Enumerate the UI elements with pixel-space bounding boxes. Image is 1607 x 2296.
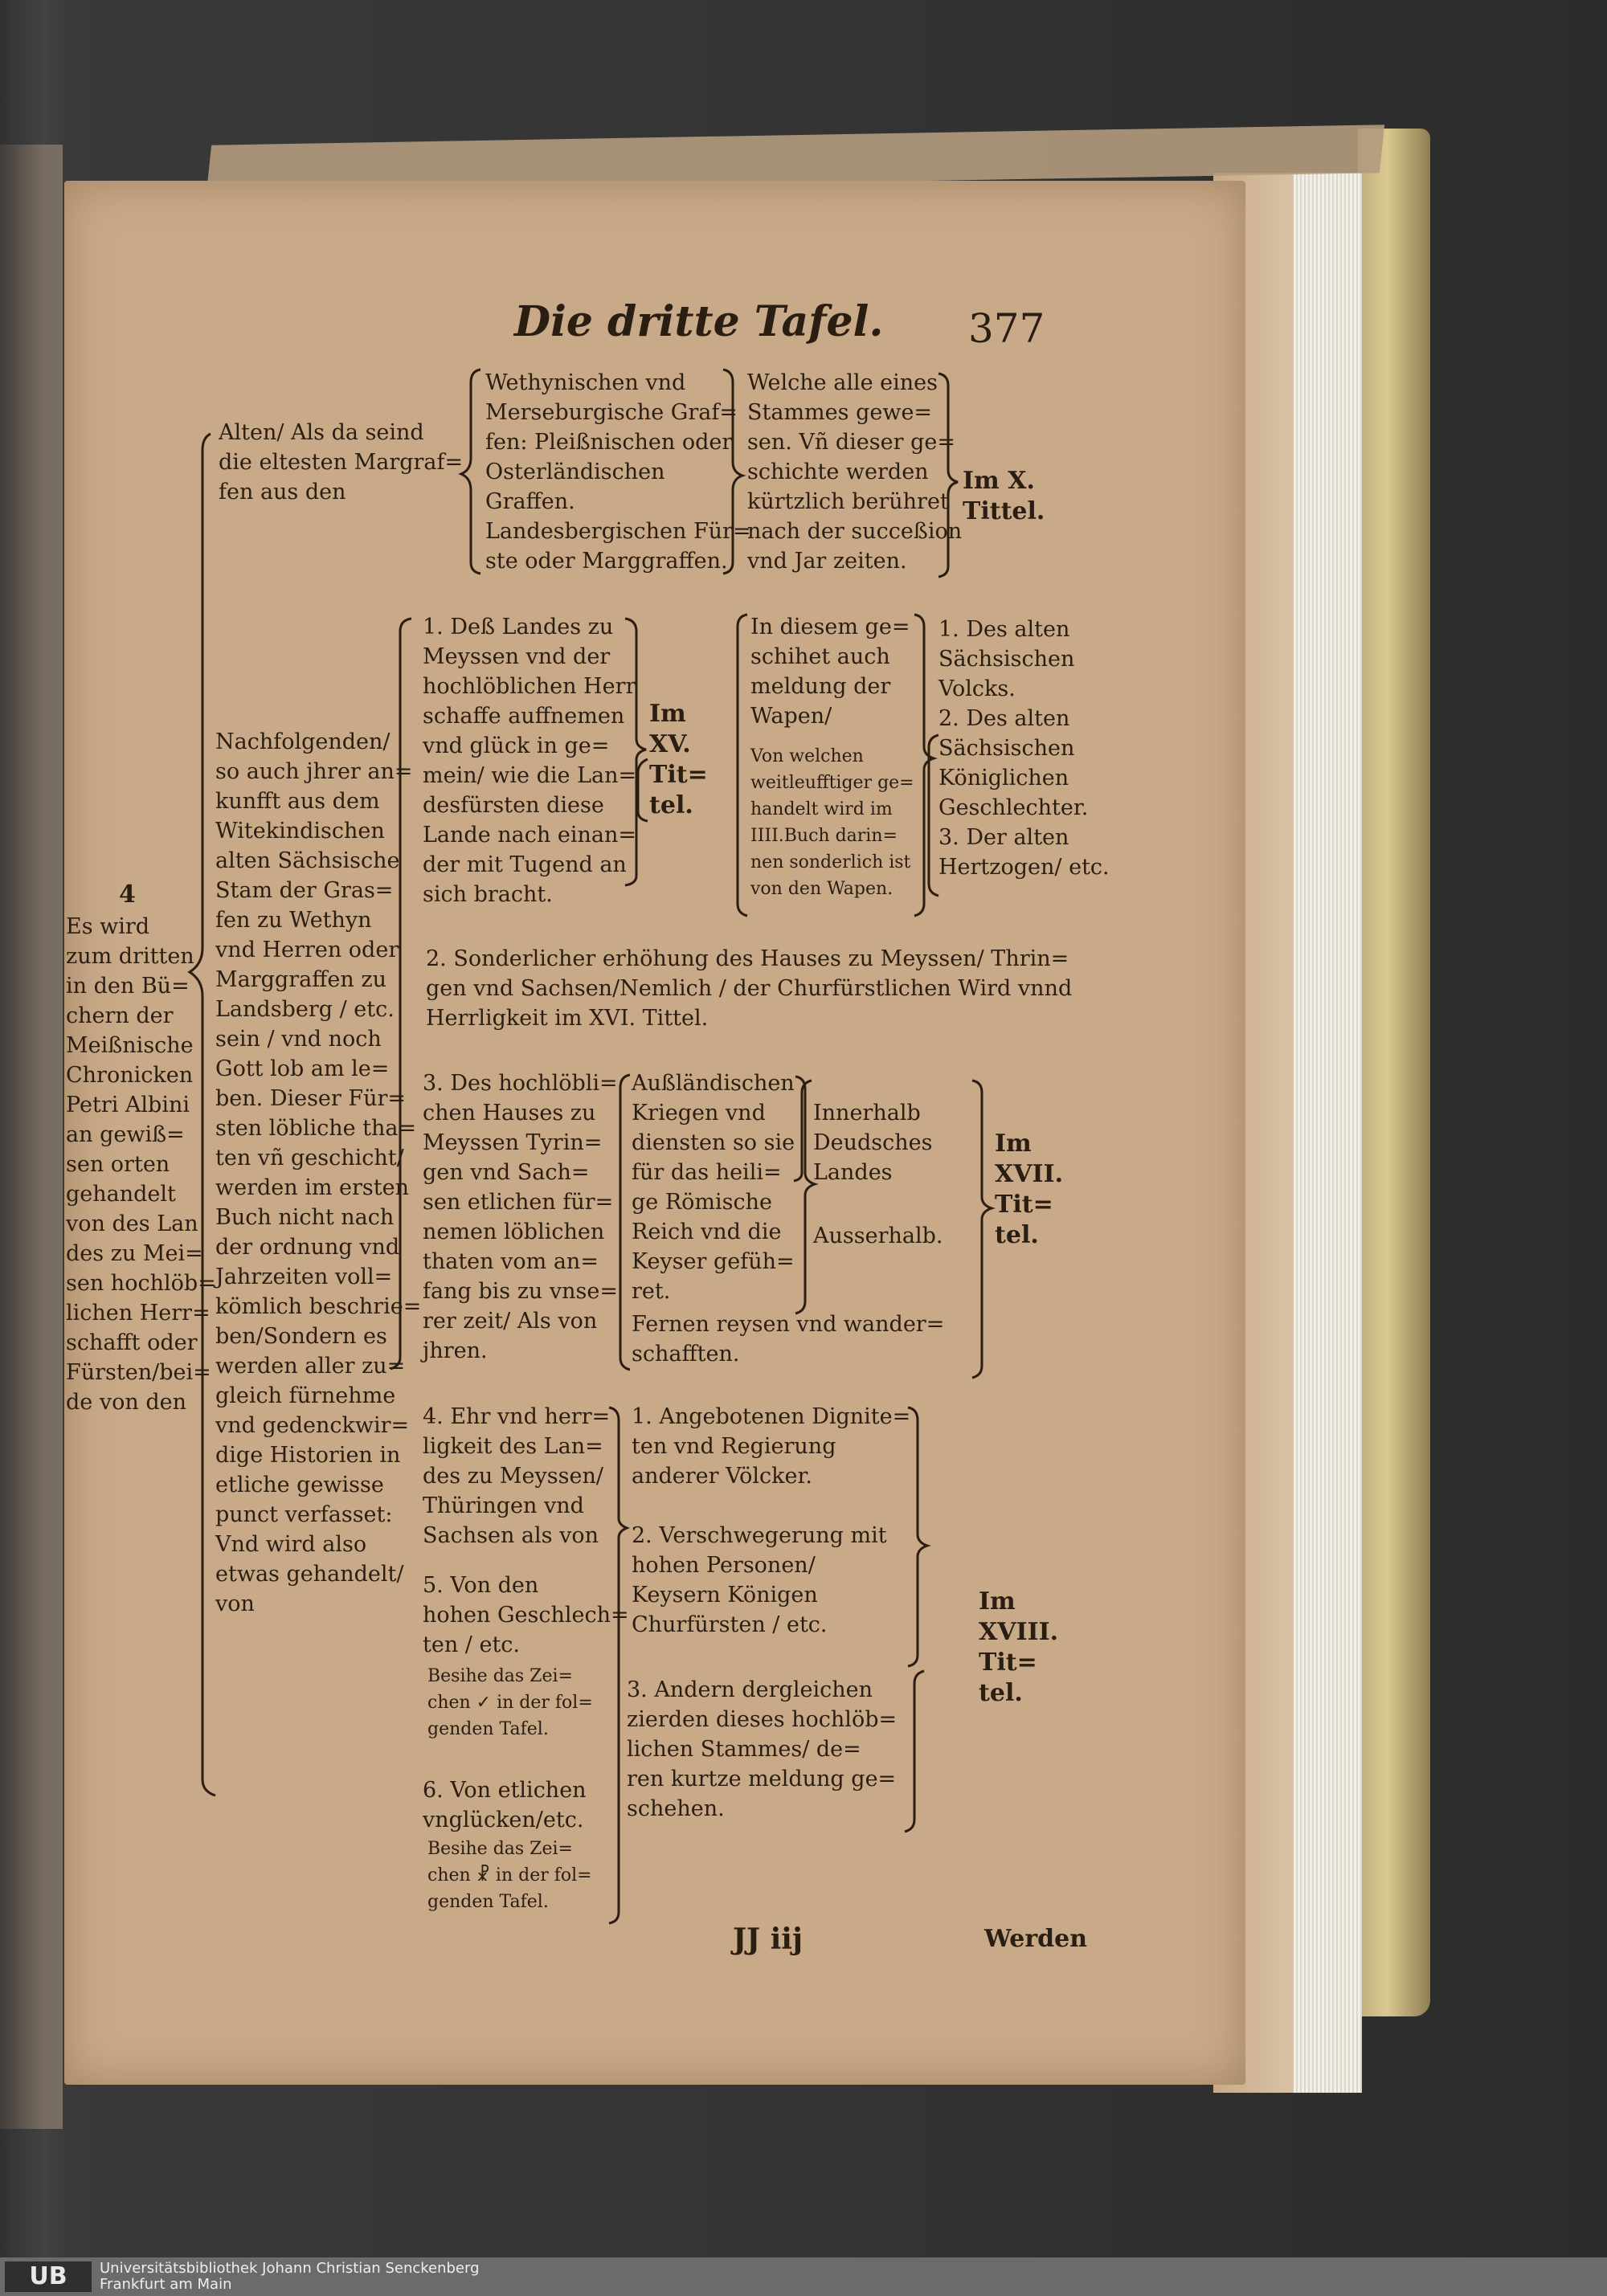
section-xviii-line: 6. Von etlichen [423,1778,587,1803]
section-xvii-line: nemen löblichen [423,1219,605,1244]
section-x-note-line: kürtzlich berühret [747,489,949,514]
section-xvii-line: Keyser gefüh= [632,1249,795,1274]
page-title: Die dritte Tafel. [514,297,884,346]
section-xvii-line: schafften. [632,1342,740,1367]
section-xvii-reference [995,1129,1063,1251]
column-b-line: ten vñ geschicht/ [215,1146,404,1170]
reference-line: Im [995,1130,1032,1158]
section-xv-list-line: Geschlechter. [938,795,1089,820]
section-xv-list-line: Volcks. [938,676,1016,701]
reference-line: Im [979,1587,1016,1616]
margin-line: in den Bü= [66,974,190,999]
margin-left-text [66,912,216,1417]
section-xvii-line: Kriegen vnd [632,1101,766,1126]
column-b-line: alten Sächsische [215,848,400,873]
section-xv-line: hochlöblichen Herr [423,674,636,699]
section-xv-note-line: weitleufftiger ge= [750,773,914,793]
section-xviii-sub-line: zierden dieses hochlöb= [627,1707,898,1732]
section-xvii-line: Innerhalb [813,1101,921,1126]
margin-line: Es wird [66,914,150,939]
column-b-line: Vnd wird also [215,1532,367,1557]
section-xvii-wars [632,1068,795,1306]
margin-line: sen hochlöb= [66,1271,216,1296]
section-xviii-item-6 [423,1775,587,1835]
section-xviii-sub-line: 1. Angebotenen Dignite= [632,1404,911,1429]
column-b-line: vnd Herren oder [215,938,399,962]
column-b-line: Buch nicht nach [215,1205,395,1230]
section-xv-note-b [750,743,914,902]
column-b-line: kömlich beschrie= [215,1294,422,1319]
column-b-line: der ordnung vnd [215,1235,400,1260]
page-number: 377 [968,305,1045,352]
section-xvii-line: Außländischen [632,1071,795,1096]
library-name: Universitätsbibliothek Johann Christian Senckenberg [100,2260,480,2277]
section-xvii-line: Deudsches [813,1130,933,1155]
column-b-line: punct verfasset: [215,1502,393,1527]
section-x-line: ste oder Marggraffen. [485,549,728,574]
reference-line: Tit= [979,1648,1037,1677]
section-xv-list-line: Sächsischen [938,647,1075,672]
section-xvii-within [813,1098,933,1187]
section-xviii-sub-line: lichen Stammes/ de= [627,1737,861,1762]
brace-xv-notes-right [914,615,934,916]
section-xv-line: vnd glück in ge= [423,733,610,758]
section-xvii-line: Landes [813,1160,893,1185]
section-xviii-item-5 [423,1571,629,1660]
section-xviii-item-4 [423,1402,610,1550]
column-b-line: ben/Sondern es [215,1324,387,1349]
column-b-line: werden aller zu= [215,1354,406,1379]
item-2-line: gen vnd Sachsen/Nemlich / der Churfürstlichen Wird vnnd [426,976,1073,1001]
section-xviii-sub-3 [627,1675,897,1824]
section-xviii-line: 4. Ehr vnd herr= [423,1404,611,1429]
section-x-note-line: vnd Jar zeiten. [747,549,907,574]
section-xvii-line: jhren. [423,1338,488,1363]
section-x-note-line: nach der succeßion [747,519,963,544]
section-xv-line: 1. Deß Landes zu [423,615,614,639]
section-xviii-sub-2 [632,1521,887,1640]
section-xv-item-1 [423,612,636,909]
section-x-line: Osterländischen [485,460,665,484]
section-xvii-line: rer zeit/ Als von [423,1309,598,1334]
brace-xv-notes [738,615,747,916]
margin-line: sen orten [66,1152,170,1177]
section-xvii-line: gen vnd Sach= [423,1160,590,1185]
reference-line: XVIII. [979,1618,1059,1646]
section-xvii-travels [632,1309,944,1369]
column-b-line: sein / vnd noch [215,1027,382,1052]
section-xviii-line: ligkeit des Lan= [423,1434,603,1459]
section-xviii-sub-line: 3. Andern dergleichen [627,1677,873,1702]
brace-xvii-wars [795,1077,815,1313]
brace-xviii-sub3 [905,1671,924,1832]
section-xv-note-line: Von welchen [750,746,864,766]
brace-xvii-within [794,1081,812,1181]
section-x-note [747,368,962,576]
section-xviii-see-line: Besihe das Zei= [427,1839,573,1859]
column-b-line: Landsberg / etc. [215,997,395,1022]
section-xvii-line: 3. Des hochlöbli= [423,1071,618,1096]
margin-line: de von den [66,1390,186,1415]
section-xviii-sub-line: ten vnd Regierung [632,1434,836,1459]
item-2-line: Herrligkeit im XVI. Tittel. [426,1006,709,1031]
section-x-line: Graffen. [485,489,575,514]
section-xv-line: sich bracht. [423,882,553,907]
column-b-line: Alten/ Als da seind [219,420,424,445]
column-b-line: Witekindischen [215,819,385,844]
section-xvii-line: fang bis zu vnse= [423,1279,618,1304]
item-2-text [426,944,1072,1033]
margin-line: gehandelt [66,1182,176,1207]
margin-line: schafft oder [66,1330,198,1355]
section-xviii-line: Thüringen vnd [423,1493,584,1518]
section-xviii-line: Sachsen als von [423,1523,599,1548]
section-xviii-sub-line: ren kurtze meldung ge= [627,1767,897,1791]
reference-line: Im X. [963,467,1035,495]
section-xviii-item-5-see [427,1663,593,1742]
section-x-note-line: schichte werden [747,460,929,484]
section-xvii-item-3 [423,1068,618,1366]
library-city: Frankfurt am Main [100,2276,232,2293]
section-xviii-sub-line: anderer Völcker. [632,1464,813,1489]
column-b-line: etwas gehandelt/ [215,1562,404,1587]
section-xv-list-line: Sächsischen [938,736,1075,761]
section-xv-note-line: handelt wird im [750,799,893,819]
margin-number: 4 [119,880,136,909]
margin-line: Fürsten/bei= [66,1360,211,1385]
section-xv-list-line: 2. Des alten [938,706,1070,731]
brace-xvii-right [972,1081,992,1378]
section-x-line: Landesbergischen Für= [485,519,751,544]
reference-line: Tit= [649,761,708,789]
section-xviii-line: 5. Von den [423,1573,539,1598]
reference-line: tel. [649,791,693,819]
reference-line: Im [649,700,686,728]
section-xvii-line: sen etlichen für= [423,1190,614,1215]
margin-line: lichen Herr= [66,1301,211,1326]
section-xv-line: mein/ wie die Lan= [423,763,637,788]
section-xv-line: desfürsten diese [423,793,604,818]
section-xv-note-line: schihet auch [750,644,890,669]
library-logo: UB [5,2261,92,2292]
column-b-line: Nachfolgenden/ [215,729,391,754]
section-xv-note-a [750,612,910,731]
section-x-line: Merseburgische Graf= [485,400,738,425]
section-xv-note-line: IIII.Buch darin= [750,826,898,846]
section-xviii-sub-line: hohen Personen/ [632,1553,816,1578]
section-xv-list-line: Hertzogen/ etc. [938,855,1110,880]
column-b-line: fen zu Wethyn [215,908,372,933]
column-b-top [219,418,463,507]
margin-line: Petri Albini [66,1093,190,1117]
section-x-reference [963,466,1045,527]
catchword: Werden [984,1925,1088,1953]
column-b-line: ben. Dieser Für= [215,1086,407,1111]
brace-xviii-item4 [609,1407,627,1923]
section-xviii-see-line: chen ☧ in der fol= [427,1865,592,1885]
column-b-line: Gott lob am le= [215,1056,390,1081]
section-x-list [485,368,751,576]
section-xvii-line: chen Hauses zu [423,1101,596,1126]
section-xviii-sub-line: Churfürsten / etc. [632,1612,828,1637]
section-xviii-reference [979,1587,1058,1709]
column-b-line: so auch jhrer an= [215,759,413,784]
column-b-line: etliche gewisse [215,1473,384,1497]
section-x-note-line: Stammes gewe= [747,400,933,425]
brace-x-left [461,370,480,574]
margin-line: Chronicken [66,1063,194,1088]
section-xv-note-line: meldung der [750,674,891,699]
section-xvii-line: ge Römische [632,1190,773,1215]
section-xvii-outside [813,1221,943,1251]
section-xviii-line: hohen Geschlech= [423,1603,629,1628]
column-b-line: Marggraffen zu [215,967,386,992]
margin-line: zum dritten [66,944,194,969]
section-xv-list-line: 1. Des alten [938,617,1070,642]
margin-line: des zu Mei= [66,1241,203,1266]
section-xvii-line: diensten so sie [632,1130,795,1155]
section-x-line: Wethynischen vnd [485,370,686,395]
section-xviii-sub-line: 2. Verschwegerung mit [632,1523,887,1548]
brace-xviii-sub [908,1407,927,1666]
section-xv-list-line: 3. Der alten [938,825,1069,850]
section-xvii-line: für das heili= [632,1160,782,1185]
signature-mark: JJ iij [733,1922,803,1956]
section-xv-note-line: nen sonderlich ist [750,852,911,872]
section-xviii-sub-line: schehen. [627,1796,725,1821]
column-b-line: fen aus den [219,480,346,505]
margin-line: Meißnische [66,1033,194,1058]
section-xv-line: Lande nach einan= [423,823,636,848]
reference-line: Tit= [995,1191,1053,1219]
section-xvii-line: ret. [632,1279,671,1304]
brace-xv-ref [638,759,648,821]
reference-line: Tittel. [963,497,1045,525]
column-b-main [215,727,421,1619]
section-xviii-line: des zu Meyssen/ [423,1464,603,1489]
margin-line: an gewiß= [66,1122,185,1147]
section-x-note-line: Welche alle eines [747,370,938,395]
section-xv-list [938,615,1110,882]
section-x-note-line: sen. Vñ dieser ge= [747,430,955,455]
section-xvii-line: Fernen reysen vnd wander= [632,1312,945,1337]
section-xviii-sub-line: Keysern Königen [632,1583,818,1608]
section-xviii-sub-1 [632,1402,910,1491]
section-xviii-item-6-see [427,1836,592,1915]
section-xvii-line: Meyssen Tyrin= [423,1130,603,1155]
library-credit [100,2261,480,2293]
section-xviii-line: vnglücken/etc. [423,1808,584,1832]
section-xv-note-line: Wapen/ [750,704,832,729]
section-xv-note-line: In diesem ge= [750,615,910,639]
section-xviii-see-line: genden Tafel. [427,1892,549,1912]
brace-xvii-left [620,1075,630,1370]
section-xv-reference [649,699,708,821]
section-xvii-line: thaten vom an= [423,1249,599,1274]
section-xviii-line: ten / etc. [423,1632,521,1657]
margin-line: von des Lan [66,1211,198,1236]
reference-line: tel. [995,1221,1039,1249]
column-b-line: gleich fürnehme [215,1383,396,1408]
column-b-line: dige Historien in [215,1443,401,1468]
section-xviii-see-line: Besihe das Zei= [427,1666,573,1686]
reference-line: XV. [649,730,691,758]
section-xv-line: der mit Tugend an [423,852,627,877]
reference-line: XVII. [995,1160,1064,1188]
column-b-line: Jahrzeiten voll= [215,1264,393,1289]
reference-line: tel. [979,1679,1023,1707]
column-b-line: werden im ersten [215,1175,410,1200]
section-xviii-see-line: chen ✓ in der fol= [427,1693,593,1713]
section-xv-list-line: Königlichen [938,766,1069,791]
section-x-line: fen: Pleißnischen oder [485,430,733,455]
section-xviii-see-line: genden Tafel. [427,1719,549,1739]
item-2-line: 2. Sonderlicher erhöhung des Hauses zu Meyssen/ Thrin= [426,946,1069,971]
section-xvii-line: Ausserhalb. [813,1224,943,1248]
section-xvii-line: Reich vnd die [632,1219,782,1244]
column-b-line: Stam der Gras= [215,878,394,903]
column-b-line: von [215,1591,255,1616]
column-b-line: die eltesten Margraf= [219,450,464,475]
column-b-line: kunfft aus dem [215,789,380,814]
column-b-line: sten löbliche tha= [215,1116,417,1141]
margin-line: chern der [66,1003,174,1028]
section-xv-line: schaffe auffnemen [423,704,625,729]
section-xv-line: Meyssen vnd der [423,644,611,669]
column-b-line: vnd gedenckwir= [215,1413,410,1438]
section-xv-note-line: von den Wapen. [750,879,893,899]
